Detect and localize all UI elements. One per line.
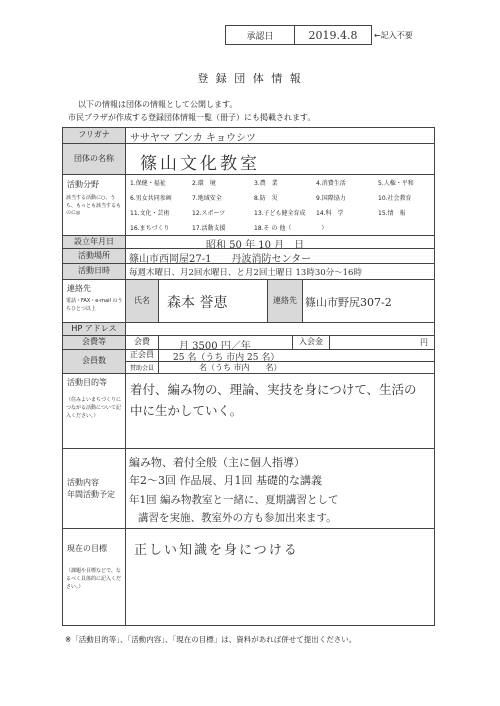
activity-category: 5.人権・平和 <box>378 180 414 187</box>
goal-label: 現在の目標 <box>67 544 107 553</box>
approval-date <box>294 25 372 45</box>
activity-category: 8.防 災 <box>254 195 278 202</box>
footnote: ※「活動目的等」、「活動内容」、「現在の目標」は、資料があれば併せて提出ください。 <box>65 635 357 644</box>
intro-line-1: 以下の情報は団体の情報として公開します。 <box>78 100 238 109</box>
purpose-note: （住みよいまちづくりにつながる活動について記入ください。） <box>66 397 121 419</box>
fee-field <box>158 335 293 350</box>
contact-place-value: 篠山市野尻307-2 <box>305 296 392 309</box>
person-label-text: 氏名 <box>134 295 150 305</box>
goal-field <box>125 528 435 626</box>
contact-place-label <box>267 279 303 323</box>
activity-category: 18.そ の 他（ ） <box>254 225 328 232</box>
entry-label-text: 入会金 <box>299 337 323 347</box>
fee-sub-label-text: 会費 <box>134 337 150 347</box>
name-label-text: 団体の名称 <box>74 153 114 163</box>
approval-label-text: 承認日 <box>246 31 274 42</box>
activity-category: 4.消費生活 <box>316 180 346 187</box>
approval-label <box>225 25 295 45</box>
hp-field <box>125 322 435 336</box>
entry-field <box>329 335 435 350</box>
person-value: 森本 誉恵 <box>167 295 228 311</box>
content-line-1: 編み物、着付全般（主に個人指導） <box>129 456 305 469</box>
datetime-label <box>62 263 126 280</box>
content-line-4: 講習を実施、教室外の方も参加出来ます。 <box>138 512 337 524</box>
place-label <box>62 248 126 264</box>
content-line-2: 年2～3回 作品展、月1回 基礎的な講義 <box>129 474 322 487</box>
datetime-field <box>125 263 435 280</box>
contact-place-label-text: 連絡先 <box>273 295 297 305</box>
regular-label-text: 正会員 <box>130 350 154 360</box>
fee-sub-label <box>125 335 159 350</box>
established-field <box>125 235 435 249</box>
established-value: 昭和 50 年 10 月 日 <box>206 240 305 251</box>
activity-label: 活動分野 <box>67 180 99 189</box>
content-label-cell <box>62 448 126 529</box>
place-value: 篠山市西岡屋27-1 丹波消防センター <box>129 254 312 265</box>
members-label-text: 会員数 <box>82 356 106 366</box>
approval-note: ←記入不要 <box>374 31 413 40</box>
activity-category: 14.科 学 <box>316 210 344 217</box>
activity-category: 16.まちづくり <box>130 225 170 232</box>
hp-label <box>62 322 126 336</box>
members-label <box>62 349 126 374</box>
furigana-field <box>125 127 435 144</box>
intro-line-2: 市民プラザが作成する登録団体情報一覧（冊子）にも掲載されます。 <box>68 113 316 122</box>
furigana-value: ササヤマ ブンカ キョウシツ <box>130 133 256 144</box>
activity-category: 1.保健・福祉 <box>130 180 166 187</box>
datetime-label-text: 活動日時 <box>78 266 110 276</box>
activity-category: 2.環 境 <box>192 180 216 187</box>
goal-note: （課題や目標などで、なるべく具体的に記入ください。） <box>66 568 122 590</box>
name-label <box>62 143 126 175</box>
purpose-label-cell <box>62 373 126 449</box>
activity-category: 7.地域安全 <box>192 195 222 202</box>
approval-date-text: 2019.4.8 <box>308 28 358 42</box>
page-title: 登 録 団 体 情 報 <box>197 72 303 85</box>
established-label <box>62 235 126 249</box>
person-field <box>158 279 268 323</box>
activity-category: 9.国際協力 <box>316 195 346 202</box>
activity-category: 10.社会教育 <box>378 195 412 202</box>
fee-label-text: 会費等 <box>82 337 106 347</box>
name-value: 篠山文化教室 <box>140 154 260 174</box>
purpose-value: 着付、編み物の、理論、実技を身につけて、生活の中に生かしていく。 <box>130 382 417 418</box>
furigana-label-text: フリガナ <box>78 130 110 140</box>
contact-label-cell <box>62 279 126 323</box>
activity-category: 6.男女共同参画 <box>130 195 172 202</box>
entry-label <box>292 335 330 350</box>
content-line-3: 年1回 編み物教室と一緒に、夏期講習として <box>129 494 339 506</box>
goal-value: 正しい知識を身につける <box>134 543 299 558</box>
established-label-text: 設立年月日 <box>74 236 114 246</box>
regular-value: 25 名（うち 市内 25 名） <box>173 353 280 363</box>
content-field <box>125 448 435 529</box>
activity-grid <box>125 174 435 236</box>
content-label: 活動内容 年間活動予定 <box>67 478 115 499</box>
contact-note: 電話・FAX・e-mail のうちひとつ以上 <box>66 298 123 312</box>
contact-label: 連絡先 <box>67 284 91 293</box>
activity-category: 3.農 業 <box>254 180 278 187</box>
person-label <box>125 279 159 323</box>
activity-category: 13.子ども健全育成 <box>254 210 306 217</box>
datetime-value: 毎週木曜日、月2回水曜日、と月2回土曜日 13時30分～16時 <box>129 268 362 278</box>
support-value: 名（うち 市内 名） <box>199 363 282 372</box>
purpose-field <box>125 373 435 449</box>
goal-label-cell <box>62 528 126 626</box>
activity-note: 該当する活動に○、うち、もっとも該当するものに◎ <box>66 195 122 216</box>
activity-category: 15.情 報 <box>378 210 406 217</box>
fee-label <box>62 335 126 350</box>
activity-category: 17.活動支援 <box>192 225 226 232</box>
place-field <box>125 248 435 264</box>
contact-place-field <box>302 279 435 323</box>
furigana-label <box>62 127 126 144</box>
place-label-text: 活動場所 <box>78 250 110 260</box>
support-label-text: 賛助会員 <box>129 365 154 372</box>
fee-value: 月 3500 円／年 <box>179 341 251 352</box>
name-field <box>125 143 435 175</box>
entry-unit: 円 <box>420 338 428 347</box>
activity-category: 12.スポーツ <box>192 210 226 217</box>
purpose-label: 活動目的等 <box>67 378 107 387</box>
activity-category: 11.文化・芸術 <box>130 210 170 217</box>
activity-label-cell <box>62 174 126 236</box>
hp-label-text: HP アドレス <box>71 323 117 333</box>
